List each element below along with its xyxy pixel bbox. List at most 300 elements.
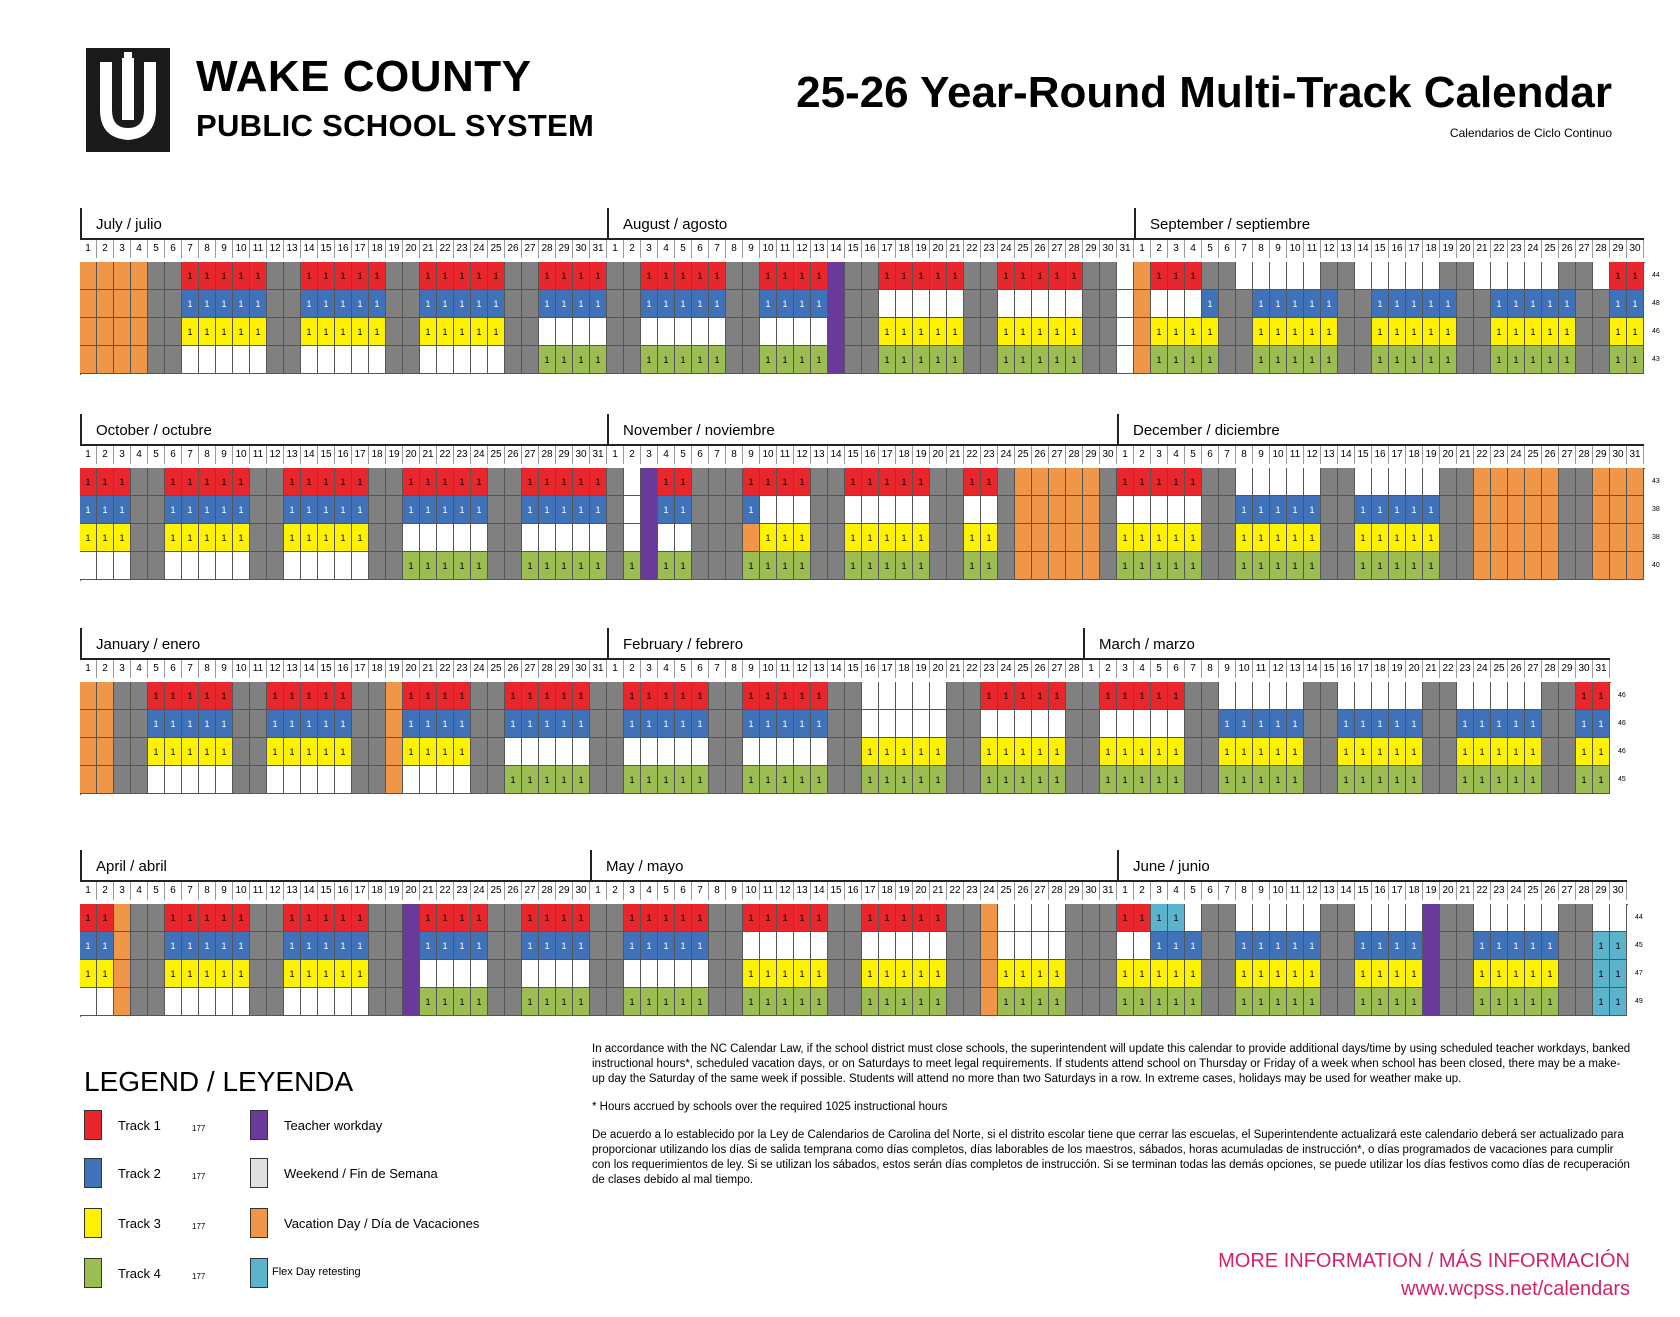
calendar-day-cell — [1576, 318, 1593, 346]
calendar-day-cell: 1 — [1287, 552, 1304, 580]
track-total: 46 — [1618, 748, 1626, 755]
calendar-day-cell — [386, 738, 403, 766]
day-number: 26 — [1559, 240, 1576, 258]
calendar-day-cell — [641, 738, 658, 766]
calendar-day-cell: 1 — [1627, 318, 1644, 346]
calendar-day-cell: 1 — [930, 262, 947, 290]
calendar-day-cell — [607, 988, 624, 1016]
calendar-day-cell — [1117, 318, 1134, 346]
month-divider — [607, 414, 609, 444]
day-number: 10 — [760, 240, 777, 258]
calendar-day-cell — [607, 766, 624, 794]
day-number: 27 — [1032, 882, 1049, 900]
calendar-day-cell — [896, 496, 913, 524]
calendar-day-cell — [1321, 904, 1338, 932]
calendar-day-cell: 1 — [1015, 960, 1032, 988]
calendar-day-cell: 1 — [1100, 682, 1117, 710]
calendar-day-cell: 1 — [1593, 766, 1610, 794]
calendar-day-cell — [862, 710, 879, 738]
calendar-day-cell: 1 — [1134, 738, 1151, 766]
calendar-day-cell — [488, 932, 505, 960]
calendar-day-cell: 1 — [590, 346, 607, 374]
calendar-day-cell — [1627, 552, 1644, 580]
calendar-day-cell — [1406, 682, 1423, 710]
calendar-day-cell — [1593, 262, 1610, 290]
calendar-day-cell: 1 — [1474, 988, 1491, 1016]
calendar-day-cell — [879, 932, 896, 960]
calendar-day-cell — [981, 710, 998, 738]
day-number: 14 — [1338, 446, 1355, 464]
calendar-day-cell — [148, 524, 165, 552]
calendar-day-cell: 1 — [199, 682, 216, 710]
calendar-day-cell — [709, 988, 726, 1016]
calendar-day-cell — [947, 290, 964, 318]
calendar-day-cell: 1 — [165, 710, 182, 738]
calendar-day-cell: 1 — [539, 496, 556, 524]
day-number: 11 — [250, 446, 267, 464]
calendar-day-cell: 1 — [1151, 346, 1168, 374]
day-number: 29 — [1083, 446, 1100, 464]
calendar-day-cell — [624, 318, 641, 346]
calendar-day-cell: 1 — [879, 960, 896, 988]
calendar-day-cell: 1 — [1151, 682, 1168, 710]
calendar-day-cell — [471, 710, 488, 738]
calendar-day-cell: 1 — [1049, 766, 1066, 794]
calendar-day-cell — [267, 262, 284, 290]
calendar-day-cell: 1 — [1032, 960, 1049, 988]
note-hours: * Hours accrued by schools over the required 1025 instructional hours — [592, 1101, 948, 1113]
calendar-day-cell — [726, 682, 743, 710]
calendar-day-cell — [1525, 904, 1542, 932]
calendar-day-cell: 1 — [1270, 552, 1287, 580]
day-number: 9 — [216, 240, 233, 258]
calendars-link[interactable]: www.wcpss.net/calendars — [1401, 1278, 1630, 1300]
calendar-day-cell: 1 — [1032, 988, 1049, 1016]
calendar-day-cell — [590, 710, 607, 738]
calendar-day-cell: 1 — [1032, 346, 1049, 374]
calendar-day-cell — [1423, 262, 1440, 290]
calendar-day-cell: 1 — [1423, 290, 1440, 318]
calendar-day-cell: 1 — [1576, 710, 1593, 738]
day-number: 29 — [1593, 446, 1610, 464]
calendar-day-cell — [1338, 318, 1355, 346]
calendar-day-cell — [437, 960, 454, 988]
day-number: 20 — [403, 882, 420, 900]
day-number: 18 — [1423, 240, 1440, 258]
calendar-day-cell — [794, 496, 811, 524]
calendar-day-cell: 1 — [964, 524, 981, 552]
calendar-day-cell: 1 — [1457, 738, 1474, 766]
calendar-day-cell — [1134, 710, 1151, 738]
calendar-day-cell: 1 — [301, 682, 318, 710]
day-number: 15 — [845, 240, 862, 258]
calendar-day-cell — [1321, 682, 1338, 710]
calendar-day-cell — [148, 346, 165, 374]
calendar-day-cell: 1 — [1287, 496, 1304, 524]
legend-swatch — [250, 1258, 268, 1288]
legend-label: Vacation Day / Día de Vacaciones — [284, 1216, 480, 1231]
calendar-day-cell: 1 — [216, 682, 233, 710]
calendar-day-cell — [947, 524, 964, 552]
calendar-day-cell — [1219, 932, 1236, 960]
calendar-day-cell — [947, 710, 964, 738]
calendar-day-cell: 1 — [913, 904, 930, 932]
calendar-day-cell — [1083, 290, 1100, 318]
calendar-day-cell: 1 — [318, 738, 335, 766]
calendar-day-cell: 1 — [1287, 290, 1304, 318]
calendar-day-cell: 1 — [80, 496, 97, 524]
day-number: 24 — [1508, 446, 1525, 464]
day-number: 29 — [556, 240, 573, 258]
calendar-day-cell — [862, 262, 879, 290]
month-label: November / noviembre — [623, 422, 775, 439]
calendar-day-cell — [590, 960, 607, 988]
calendar-day-cell — [947, 738, 964, 766]
calendar-day-cell: 1 — [998, 988, 1015, 1016]
day-number: 11 — [1287, 446, 1304, 464]
day-number: 9 — [1253, 446, 1270, 464]
day-number: 13 — [1321, 882, 1338, 900]
day-number: 14 — [301, 660, 318, 678]
calendar-day-cell: 1 — [1389, 496, 1406, 524]
day-number: 11 — [250, 882, 267, 900]
calendar-day-cell — [369, 960, 386, 988]
calendar-day-cell — [828, 766, 845, 794]
calendar-day-cell — [386, 346, 403, 374]
calendar-day-cell — [267, 960, 284, 988]
calendar-day-cell: 1 — [1372, 988, 1389, 1016]
day-number: 2 — [1100, 660, 1117, 678]
calendar-day-cell — [1576, 468, 1593, 496]
month-label: June / junio — [1133, 858, 1210, 875]
day-number: 10 — [1270, 882, 1287, 900]
calendar-day-cell: 1 — [998, 346, 1015, 374]
calendar-day-cell: 1 — [1508, 738, 1525, 766]
day-number: 31 — [590, 660, 607, 678]
calendar-day-cell — [896, 932, 913, 960]
calendar-day-cell: 1 — [1559, 318, 1576, 346]
calendar-day-cell: 1 — [743, 682, 760, 710]
calendar-day-cell — [1032, 710, 1049, 738]
calendar-day-cell — [1525, 524, 1542, 552]
calendar-day-cell — [1202, 960, 1219, 988]
calendar-day-cell — [743, 318, 760, 346]
calendar-day-cell — [607, 932, 624, 960]
calendar-day-cell: 1 — [743, 468, 760, 496]
calendar-day-cell — [182, 552, 199, 580]
calendar-day-cell: 1 — [1032, 682, 1049, 710]
calendar-day-cell: 1 — [1032, 766, 1049, 794]
calendar-day-cell: 1 — [420, 318, 437, 346]
calendar-day-cell — [1219, 346, 1236, 374]
calendar-day-cell — [148, 552, 165, 580]
calendar-day-cell: 1 — [335, 496, 352, 524]
calendar-day-cell: 1 — [1015, 988, 1032, 1016]
calendar-day-cell: 1 — [199, 262, 216, 290]
calendar-day-cell: 1 — [335, 710, 352, 738]
day-number: 18 — [1406, 882, 1423, 900]
calendar-day-cell: 1 — [1474, 960, 1491, 988]
calendar-day-cell: 1 — [420, 262, 437, 290]
calendar-day-cell — [1542, 738, 1559, 766]
calendar-day-cell: 1 — [1508, 932, 1525, 960]
calendar-day-cell: 1 — [811, 262, 828, 290]
calendar-day-cell: 1 — [1117, 988, 1134, 1016]
calendar-day-cell — [607, 960, 624, 988]
calendar-day-cell: 1 — [794, 682, 811, 710]
calendar-day-cell — [1389, 682, 1406, 710]
calendar-day-cell — [1627, 468, 1644, 496]
calendar-day-cell — [1219, 290, 1236, 318]
calendar-day-cell: 1 — [1287, 960, 1304, 988]
calendar-day-cell — [1440, 960, 1457, 988]
calendar-day-cell — [879, 682, 896, 710]
day-number: 23 — [981, 240, 998, 258]
calendar-day-cell: 1 — [1610, 290, 1627, 318]
day-number: 13 — [794, 882, 811, 900]
calendar-day-cell — [1372, 262, 1389, 290]
calendar-day-cell — [352, 738, 369, 766]
day-number: 2 — [1134, 446, 1151, 464]
calendar-day-cell: 1 — [437, 682, 454, 710]
district-logo — [86, 48, 170, 152]
day-number: 20 — [1406, 660, 1423, 678]
calendar-day-cell — [80, 682, 97, 710]
calendar-day-cell — [1321, 524, 1338, 552]
calendar-day-cell — [760, 318, 777, 346]
calendar-day-cell — [607, 552, 624, 580]
day-number: 9 — [1270, 240, 1287, 258]
calendar-day-cell — [386, 468, 403, 496]
calendar-day-cell — [624, 524, 641, 552]
calendar-day-cell: 1 — [1202, 290, 1219, 318]
day-number: 25 — [1525, 882, 1542, 900]
calendar-day-cell: 1 — [1423, 346, 1440, 374]
calendar-day-cell: 1 — [301, 524, 318, 552]
calendar-day-cell — [1202, 738, 1219, 766]
calendar-day-cell — [267, 904, 284, 932]
calendar-day-cell — [369, 766, 386, 794]
day-number: 10 — [233, 446, 250, 464]
calendar-day-cell — [131, 318, 148, 346]
calendar-day-cell: 1 — [1576, 682, 1593, 710]
calendar-day-cell — [1338, 262, 1355, 290]
calendar-day-cell — [1440, 552, 1457, 580]
calendar-day-cell — [726, 710, 743, 738]
calendar-day-cell — [1151, 290, 1168, 318]
calendar-day-cell — [998, 932, 1015, 960]
calendar-day-cell: 1 — [420, 496, 437, 524]
day-number: 18 — [879, 882, 896, 900]
calendar-day-cell — [352, 988, 369, 1016]
calendar-day-cell: 1 — [709, 262, 726, 290]
calendar-day-cell: 1 — [522, 552, 539, 580]
calendar-day-cell: 1 — [1270, 318, 1287, 346]
calendar-day-cell — [862, 682, 879, 710]
calendar-day-cell — [250, 552, 267, 580]
calendar-day-cell: 1 — [114, 496, 131, 524]
day-number: 16 — [1372, 882, 1389, 900]
day-number: 1 — [590, 882, 607, 900]
day-number: 16 — [335, 446, 352, 464]
calendar-day-cell — [488, 552, 505, 580]
day-number: 12 — [1304, 446, 1321, 464]
legend-swatch — [84, 1258, 102, 1288]
calendar-day-cell — [1491, 682, 1508, 710]
calendar-day-cell — [131, 262, 148, 290]
day-number: 26 — [1032, 240, 1049, 258]
calendar-day-cell: 1 — [777, 524, 794, 552]
calendar-day-cell — [1185, 496, 1202, 524]
calendar-day-cell — [1457, 988, 1474, 1016]
calendar-day-cell — [301, 552, 318, 580]
calendar-day-cell: 1 — [301, 932, 318, 960]
calendar-day-cell: 1 — [352, 904, 369, 932]
day-number: 15 — [318, 240, 335, 258]
calendar-day-cell — [80, 290, 97, 318]
calendar-day-cell: 1 — [556, 468, 573, 496]
calendar-day-cell: 1 — [199, 904, 216, 932]
calendar-day-cell: 1 — [233, 960, 250, 988]
calendar-day-cell — [1049, 468, 1066, 496]
calendar-day-cell: 1 — [1372, 960, 1389, 988]
calendar-day-cell — [199, 988, 216, 1016]
calendar-day-cell: 1 — [1491, 318, 1508, 346]
calendar-day-cell — [777, 496, 794, 524]
calendar-day-cell: 1 — [641, 932, 658, 960]
track-total: 43 — [1652, 478, 1660, 485]
calendar-day-cell — [1338, 552, 1355, 580]
day-number: 28 — [1576, 446, 1593, 464]
calendar-day-cell: 1 — [1491, 710, 1508, 738]
calendar-day-cell: 1 — [777, 290, 794, 318]
calendar-day-cell: 1 — [1542, 932, 1559, 960]
day-number: 21 — [420, 660, 437, 678]
calendar-day-cell: 1 — [182, 960, 199, 988]
calendar-day-cell — [828, 904, 845, 932]
day-number: 2 — [97, 446, 114, 464]
day-number: 4 — [641, 882, 658, 900]
day-number: 1 — [1117, 882, 1134, 900]
calendar-day-cell: 1 — [454, 318, 471, 346]
day-number: 10 — [743, 882, 760, 900]
day-number: 22 — [947, 882, 964, 900]
calendar-day-cell: 1 — [1372, 710, 1389, 738]
calendar-day-cell — [709, 738, 726, 766]
calendar-day-cell — [1202, 552, 1219, 580]
calendar-day-cell: 1 — [165, 682, 182, 710]
calendar-day-cell — [165, 988, 182, 1016]
calendar-day-cell: 1 — [556, 766, 573, 794]
calendar-day-cell — [947, 766, 964, 794]
calendar-day-cell — [845, 710, 862, 738]
calendar-day-cell: 1 — [199, 524, 216, 552]
calendar-day-cell — [1542, 496, 1559, 524]
calendar-day-cell — [1100, 932, 1117, 960]
calendar-day-cell: 1 — [675, 468, 692, 496]
day-number: 30 — [1083, 882, 1100, 900]
calendar-day-cell: 1 — [1270, 290, 1287, 318]
calendar-day-cell — [964, 904, 981, 932]
calendar-day-cell: 1 — [760, 524, 777, 552]
calendar-day-cell — [1032, 552, 1049, 580]
calendar-day-cell: 1 — [1508, 346, 1525, 374]
calendar-day-cell — [1542, 468, 1559, 496]
legend-swatch — [84, 1110, 102, 1140]
calendar-day-cell — [80, 710, 97, 738]
calendar-day-cell: 1 — [981, 738, 998, 766]
calendar-day-cell — [556, 318, 573, 346]
calendar-day-cell — [828, 346, 845, 374]
calendar-day-cell: 1 — [1049, 346, 1066, 374]
calendar-day-cell — [1440, 766, 1457, 794]
calendar-day-cell: 1 — [1627, 290, 1644, 318]
day-number: 6 — [165, 240, 182, 258]
calendar-day-cell: 1 — [182, 468, 199, 496]
calendar-day-cell: 1 — [947, 318, 964, 346]
calendar-day-cell: 1 — [1610, 960, 1627, 988]
calendar-day-cell: 1 — [811, 682, 828, 710]
calendar-day-cell: 1 — [199, 960, 216, 988]
calendar-day-cell — [386, 262, 403, 290]
calendar-day-cell: 1 — [216, 524, 233, 552]
calendar-day-cell — [709, 904, 726, 932]
calendar-day-cell — [641, 524, 658, 552]
calendar-day-cell — [1338, 932, 1355, 960]
calendar-day-cell — [981, 262, 998, 290]
calendar-day-cell: 1 — [318, 524, 335, 552]
calendar-day-cell: 1 — [1117, 552, 1134, 580]
calendar-day-cell — [1219, 262, 1236, 290]
day-number: 27 — [1559, 882, 1576, 900]
legend-swatch — [250, 1208, 268, 1238]
day-number: 14 — [301, 446, 318, 464]
calendar-day-cell: 1 — [148, 710, 165, 738]
calendar-day-cell — [1559, 738, 1576, 766]
calendar-day-cell — [1185, 710, 1202, 738]
calendar-day-cell: 1 — [556, 552, 573, 580]
month-divider — [80, 414, 82, 444]
calendar-day-cell — [1355, 468, 1372, 496]
calendar-day-cell: 1 — [573, 682, 590, 710]
page-title: 25-26 Year-Round Multi-Track Calendar — [796, 68, 1612, 117]
day-number: 22 — [437, 240, 454, 258]
calendar-day-cell: 1 — [743, 766, 760, 794]
calendar-day-cell — [471, 682, 488, 710]
calendar-day-cell — [1202, 496, 1219, 524]
calendar-day-cell: 1 — [981, 552, 998, 580]
track-total: 46 — [1652, 328, 1660, 335]
calendar-day-cell — [386, 682, 403, 710]
calendar-day-cell — [879, 710, 896, 738]
calendar-day-cell — [233, 682, 250, 710]
calendar-day-cell: 1 — [182, 262, 199, 290]
calendar-day-cell — [1015, 468, 1032, 496]
day-number: 3 — [114, 882, 131, 900]
calendar-day-cell — [573, 318, 590, 346]
calendar-day-cell: 1 — [522, 682, 539, 710]
calendar-day-cell — [233, 766, 250, 794]
day-number: 12 — [1321, 240, 1338, 258]
calendar-day-cell — [1321, 766, 1338, 794]
day-number: 24 — [471, 660, 488, 678]
calendar-day-cell: 1 — [658, 262, 675, 290]
calendar-day-cell: 1 — [760, 262, 777, 290]
calendar-day-cell — [386, 290, 403, 318]
calendar-day-cell: 1 — [301, 904, 318, 932]
day-number: 19 — [1440, 240, 1457, 258]
calendar-day-cell: 1 — [522, 932, 539, 960]
